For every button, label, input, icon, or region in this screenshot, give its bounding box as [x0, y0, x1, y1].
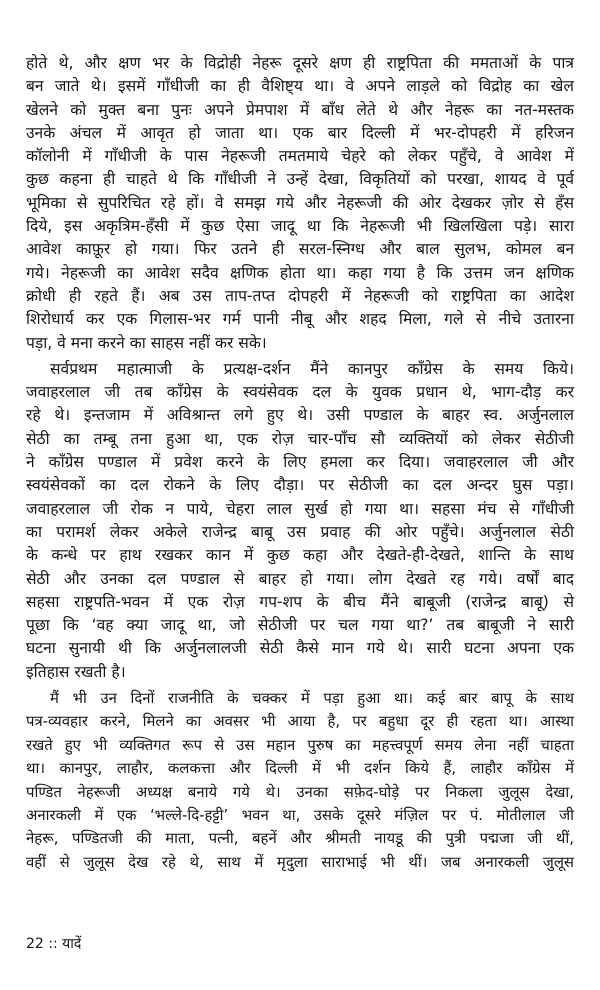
text-line: पूछा कि ‘वह क्या जादू था, जो सेठीजी पर चल गया था?’ तब बाबूजी ने सारी	[26, 616, 574, 635]
text-line: आवेश काफ़ूर हो गया। फिर उतने ही सरल-स्निग्ध और बाल सुलभ, कोमल बन	[26, 240, 574, 259]
text-line: घटना सुनायी थी कि अर्जुनलालजी सेठी कैसे मान गये थे। सारी घटना अपना एक	[26, 639, 574, 658]
text-line: पत्र-व्यवहार करने, मिलने का अवसर भी आया है, पर बहुधा दूर ही रहता था। आस्था	[26, 712, 574, 731]
text-line: सहसा राष्ट्रपति-भवन में एक रोज़ गप-शप के बीच मैंने बाबूजी (राजेन्द्र बाबू) से	[26, 592, 574, 611]
text-line: वहीं से जुलूस देख रहे थे, साथ में मृदुला साराभाई भी थीं। जब अनारकली जुलूस	[26, 852, 574, 871]
text-line: होते थे, और क्षण भर के विद्रोही नेहरू दूसरे क्षण ही राष्ट्रपिता की ममताओं के पात्र	[26, 54, 574, 72]
text-line: जवाहरलाल जी रोक न पाये, चेहरा लाल सुर्ख हो गया था। सहसा मंच से गाँधीजी	[26, 499, 574, 518]
text-line: जवाहरलाल जी तब कॉंग्रेस के स्वयंसेवक दल के युवक प्रधान थे, भाग-दौड़ कर	[26, 383, 574, 402]
text-line: कॉलोनी में गाँधीजी के पास नेहरूजी तमतमाये चेहरे को लेकर पहुँचे, वे आवेश में	[26, 147, 574, 166]
text-line: उनके अंचल में आवृत हो जाता था। एक बार दिल्ली में भर-दोपहरी में हरिजन	[26, 123, 574, 142]
page-number: 22	[26, 936, 44, 952]
text-line: ने कॉंग्रेस पण्डाल में प्रवेश करने के लिए हमला कर दिया। जवाहरलाल जी और	[26, 453, 574, 472]
text-line: इतिहास रखती है।	[26, 662, 126, 681]
text-line: बन जाते थे। इसमें गाँधीजी का ही वैशिष्ट्य था। वे अपने लाड़ले को विद्रोह का खेल	[26, 77, 574, 96]
text-line: सेठी और उनका दल पण्डाल से बाहर हो गया। लोग देखते रह गये। वर्षों बाद	[26, 569, 574, 588]
text-line: क्रोधी ही रहते हैं। अब उस ताप-तप्त दोपहरी में नेहरूजी को राष्ट्रपिता का आदेश	[26, 286, 574, 305]
paragraph-3	[26, 687, 574, 874]
text-line: गये। नेहरूजी का आवेश सदैव क्षणिक होता था। कहा गया है कि उत्तम जन क्षणिक	[26, 263, 574, 282]
text-line: रहे थे। इन्तजाम में अविश्रान्त लगे हुए थे। उसी पण्डाल के बाहर स्व. अर्जुनलाल	[26, 406, 574, 425]
footer-separator: ::	[48, 936, 58, 952]
text-line: के कन्धे पर हाथ रखकर कान में कुछ कहा और देखते-ही-देखते, शान्ति के साथ	[26, 546, 574, 565]
paragraph-1	[26, 52, 574, 355]
text-line: नेहरू, पण्डितजी की माता, पत्नी, बहनें और श्रीमती नायडू की पुत्री पद्मजा जी थीं,	[26, 829, 574, 848]
paragraph-2	[26, 358, 574, 684]
text-line: था। कानपुर, लाहौर, कलकत्ता और दिल्ली में भी दर्शन किये हैं, लाहौर कॉंग्रेस में	[26, 759, 574, 778]
text-line: का परामर्श लेकर अकेले राजेन्द्र बाबू उस प्रवाह की ओर पहुँचे। अर्जुनलाल सेठी	[26, 522, 574, 541]
text-line: स्वयंसेवकों का दल रोकने के लिए दौड़ा। पर सेठीजी का दल अन्दर घुस पड़ा।	[26, 476, 574, 495]
text-line: भूमिका से सुपरिचित रहे हों। वे समझ गये और नेहरूजी की ओर देखकर ज़ोर से हँस	[26, 193, 574, 212]
text-line: खेलने को मुक्त बना पुनः अपने प्रेमपाश में बाँध लेते थे और नेहरू का नत-मस्तक	[26, 100, 574, 119]
book-title: यादें	[62, 936, 82, 952]
page-footer	[26, 934, 81, 953]
text-line: सर्वप्रथम महात्माजी के प्रत्यक्ष-दर्शन मैंने कानपुर कॉंग्रेस के समय किये।	[50, 359, 574, 378]
text-line: पड़ा, वे मना करने का साहस नहीं कर सके।	[26, 333, 267, 352]
text-line: पण्डित नेहरूजी अध्यक्ष बनाये गये थे। उनका सफ़ेद-घोड़े पर निकला जुलूस देखा,	[26, 782, 574, 801]
text-line: मैं भी उन दिनों राजनीति के चक्कर में पड़ा हुआ था। कई बार बापू के साथ	[50, 689, 574, 708]
text-line: रखते हुए भी व्यक्तिगत रूप से उस महान पुरुष का महत्त्वपूर्ण समय लेना नहीं चाहता	[26, 735, 574, 754]
text-line: दिये, इस अकृत्रिम-हँसी में कुछ ऐसा जादू था कि नेहरूजी भी खिलखिला पड़े। सारा	[26, 217, 574, 236]
text-line: सेठी का तम्बू तना हुआ था, एक रोज़ चार-पाँच सौ व्यक्तियों को लेकर सेठीजी	[26, 429, 574, 448]
text-line: अनारकली में एक ‘भल्ले-दि-हट्टी’ भवन था, उसके दूसरे मंज़िल पर पं. मोतीलाल जी	[26, 805, 574, 824]
text-line: शिरोधार्य कर एक गिलास-भर गर्म पानी नीबू और शहद मिला, गले से नीचे उतारना	[26, 310, 574, 329]
text-line: कुछ कहना ही चाहते थे कि गाँधीजी ने उन्हें देखा, विकृतियों को परखा, शायद वे पूर्व	[26, 170, 574, 189]
page-body	[26, 52, 574, 874]
